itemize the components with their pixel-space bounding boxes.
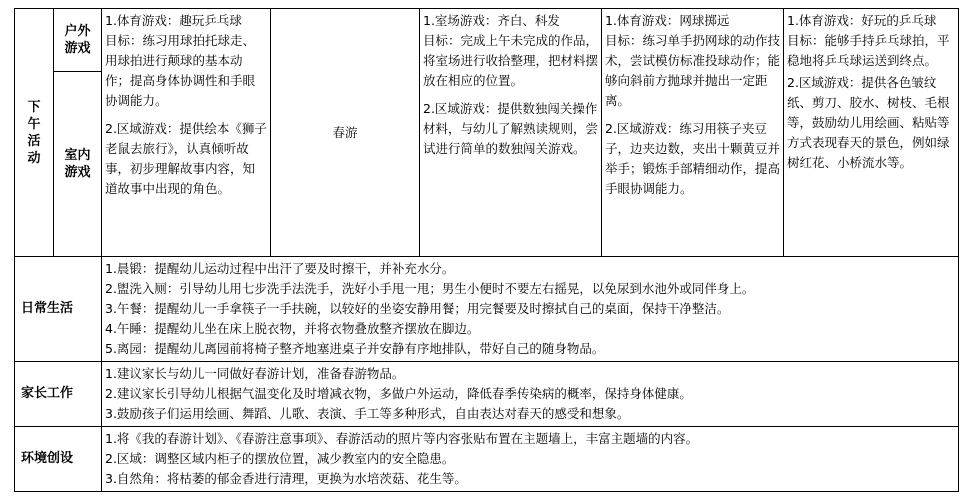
- afternoon-activity-label: 下午活动: [15, 9, 54, 257]
- parent-work-label: 家长工作: [15, 362, 102, 427]
- parent-work-item: 1.建议家长与幼儿一同做好春游计划，准备春游物品。: [105, 366, 405, 381]
- daily-life-item: 1.晨锻：提醒幼儿运动过程中出汗了要及时擦干，并补充水分。: [105, 261, 455, 276]
- thu-outdoor-text: 1.体育游戏：网球掷远 目标：练习单手扔网球的动作技术，尝试模仿标准投球动作；能够向斜前方抛球并抛出一定距离。: [605, 13, 781, 108]
- environment-content: [102, 427, 959, 492]
- daily-life-item: 4.午睡：提醒幼儿坐在床上脱衣物，并将衣物叠放整齐摆放在脚边。: [105, 321, 480, 336]
- indoor-game-label: 室内游戏: [54, 72, 102, 257]
- wed-outdoor-text: 1.室场游戏：齐白、科发 目标：完成上午未完成的作品，将室场进行收拾整理，把材料摆放在相应的位置。: [423, 13, 599, 88]
- spring-trip-cell: [271, 9, 420, 257]
- environment-item: 1.将《我的春游计划》、《春游注意事项》、春游活动的照片等内容张贴布置在主题墙上，丰富主题墙的内容。: [105, 431, 699, 446]
- daily-life-row: [15, 257, 959, 362]
- thu-indoor-text: 2.区域游戏：练习用筷子夹豆子，边夹边数，夹出十颗黄豆并举手；锻炼手部精细动作，提高手眼协调能力。: [605, 121, 781, 196]
- parent-work-item: 3.鼓励孩子们运用绘画、舞蹈、儿歌、表演、手工等多种形式，自由表达对春天的感受和想象。: [105, 406, 630, 421]
- parent-work-row: [15, 362, 959, 427]
- daily-life-item: 2.盥洗入厕：引导幼儿用七步洗手法洗手，洗好小手甩一甩；男生小便时不要左右摇晃，以免尿到水池外或同伴身上。: [105, 281, 755, 296]
- environment-item: 3.自然角：将枯萎的郁金香进行清理，更换为水培茨菇、花生等。: [105, 471, 467, 486]
- mon-outdoor-text: 1.体育游戏：趣玩乒乓球 目标：练习用球拍托球走、用球拍进行颠球的基本动作；提高身体协调性和手眼协调能力。: [105, 13, 256, 108]
- thu-activity-cell: [602, 9, 784, 257]
- fri-outdoor-text: 1.体育游戏：好玩的乒乓球 目标：能够手持乒乓球拍，平稳地将乒乓球运送到终点。: [787, 13, 950, 68]
- mon-activity-cell: [102, 9, 271, 257]
- parent-work-item: 2.建议家长引导幼儿根据气温变化及时增减衣物，多做户外运动，降低春季传染病的概率，保持身体健康。: [105, 386, 692, 401]
- fri-activity-cell: [784, 9, 959, 257]
- outdoor-game-label: 户外游戏: [54, 9, 102, 72]
- spring-trip-text: 春游: [332, 124, 358, 140]
- fri-indoor-text: 2.区域游戏：提供各色皱纹纸、剪刀、胶水、树枝、毛根等，鼓励幼儿用绘画、粘贴等方式表现春天的景色，例如绿树红花、小桥流水等。: [787, 75, 950, 170]
- environment-row: [15, 427, 959, 492]
- environment-item: 2.区域：调整区域内柜子的摆放位置，减少教室内的安全隐患。: [105, 451, 455, 466]
- mon-indoor-text: 2.区域游戏：提供绘本《狮子老鼠去旅行》，认真倾听故事，初步理解故事内容，知道故事中出现的角色。: [105, 121, 267, 196]
- daily-life-item: 5.离园：提醒幼儿离园前将椅子整齐地塞进桌子并安静有序地排队，带好自己的随身物品。: [105, 341, 605, 356]
- daily-life-label: 日常生活: [15, 257, 102, 362]
- wed-indoor-text: 2.区域游戏：提供数独闯关操作材料，与幼儿了解熟读规则，尝试进行简单的数独闯关游戏。: [423, 101, 599, 156]
- activity-plan-table: [14, 8, 959, 492]
- daily-life-content: [102, 257, 959, 362]
- parent-work-content: [102, 362, 959, 427]
- environment-label: 环境创设: [15, 427, 102, 492]
- daily-life-item: 3.午餐：提醒幼儿一手拿筷子一手扶碗，以较好的坐姿安静用餐；用完餐要及时擦拭自己的桌面，保持干净整洁。: [105, 301, 730, 316]
- outdoor-row: [15, 9, 959, 72]
- wed-activity-cell: [420, 9, 602, 257]
